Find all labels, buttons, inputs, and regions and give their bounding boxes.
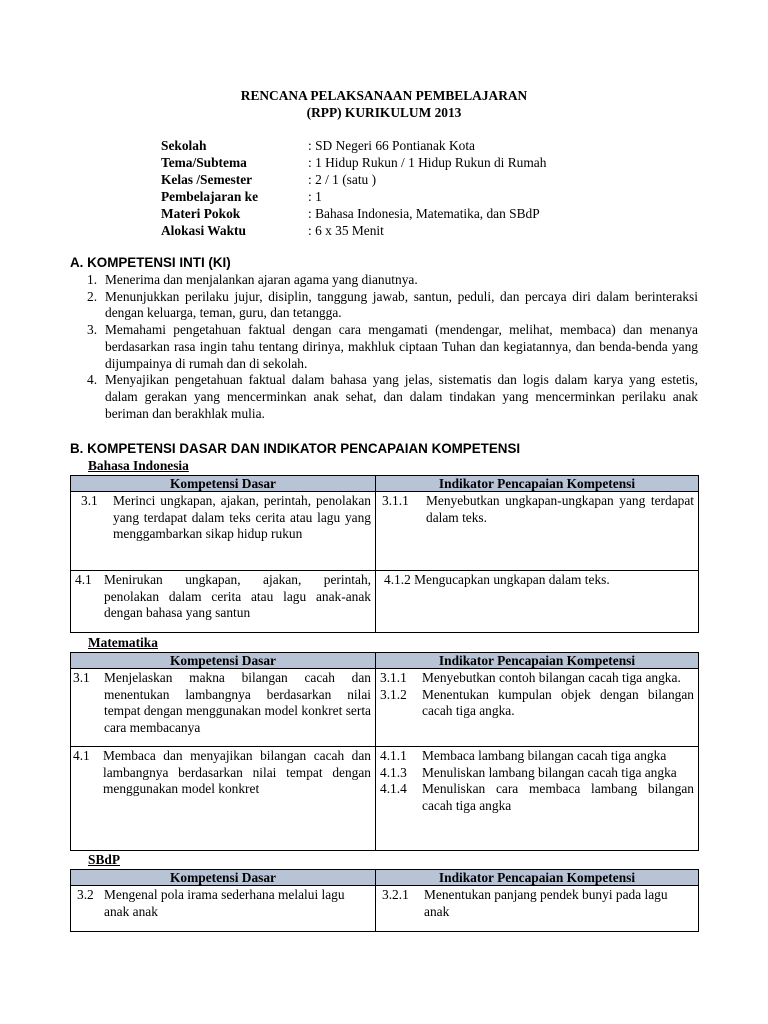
subject-sbdp: SBdP (88, 852, 121, 867)
kd-entry (75, 887, 371, 920)
ki-list (70, 272, 698, 422)
document-title: RENCANA PELAKSANAAN PEMBELAJARAN (240, 88, 528, 103)
list-text: Menerima dan menjalankan ajaran agama yang dianutnya. (105, 272, 418, 287)
ipk-entry (380, 572, 694, 589)
meta-row-sekolah (161, 138, 721, 155)
subject-matematika: Matematika (88, 635, 158, 650)
identity-block (161, 138, 721, 240)
section-a-heading: A. KOMPETENSI INTI (KI) (70, 255, 231, 270)
column-header-ipk: Indikator Pencapaian Kompetensi (376, 476, 699, 492)
table-row (71, 886, 699, 932)
kd-entry (73, 748, 371, 798)
meta-row-pembelajaran (161, 189, 721, 206)
list-item (70, 289, 698, 322)
ipk-entry (380, 748, 694, 765)
ipk-text: Menuliskan cara membaca lambang bilangan cacah tiga angka (422, 781, 694, 814)
kd-text: Membaca dan menyajikan bilangan cacah dan lambangnya berdasarkan nilai tempat dengan menggunakan model konkret (103, 748, 371, 797)
ipk-text: Mengucapkan ungkapan dalam teks. (414, 572, 610, 587)
kd-number: 4.1 (75, 572, 92, 587)
kd-table-sbdp (70, 869, 699, 932)
kd-cell (71, 571, 376, 633)
meta-value: : 1 (308, 189, 322, 204)
kd-cell (71, 492, 376, 571)
ipk-number: 3.1.1 (382, 493, 409, 508)
ipk-number: 4.1.2 (384, 572, 411, 587)
kd-entry (75, 572, 371, 622)
table-header-row (71, 476, 699, 492)
table-row (71, 492, 699, 571)
meta-row-alokasi (161, 223, 721, 240)
list-item (70, 272, 698, 289)
column-header-kd: Kompetensi Dasar (71, 476, 376, 492)
ipk-entry (380, 670, 694, 687)
document-subtitle: (RPP) KURIKULUM 2013 (306, 105, 462, 120)
meta-value: : 2 / 1 (satu ) (308, 172, 377, 187)
ipk-cell (376, 886, 699, 932)
list-text: Menunjukkan perilaku jujur, disiplin, tanggung jawab, santun, peduli, dan percaya diri dalam berinteraksi dengan keluarga, teman, guru, dan tetangga. (105, 288, 698, 321)
ipk-number: 4.1.1 (380, 748, 407, 763)
meta-label: Sekolah (161, 138, 207, 153)
list-text: Menyajikan pengetahuan faktual dalam bahasa yang jelas, sistematis dan logis dalam karya yang estetis, dalam gerakan yang mencerminkan anak sehat, dan dalam tindakan yang mencerminkan perilaku anak beriman dan berakhlak mulia. (105, 372, 698, 421)
meta-label: Materi Pokok (161, 206, 241, 221)
kd-cell (71, 669, 376, 747)
meta-row-materi (161, 206, 721, 223)
kd-entry (75, 493, 371, 543)
kd-number: 3.1 (81, 493, 98, 508)
kd-text: Merinci ungkapan, ajakan, perintah, penolakan yang terdapat dalam teks cerita atau lagu yang menggambarkan sikap hidup rukun (113, 493, 371, 542)
kd-cell (71, 747, 376, 851)
table-header-row (71, 653, 699, 669)
ipk-entry (380, 781, 694, 814)
meta-label: Kelas /Semester (161, 172, 253, 187)
kd-text: Menirukan ungkapan, ajakan, perintah, penolakan dalam cerita atau lagu anak-anak dengan bahasa yang santun (104, 572, 371, 621)
ipk-cell (376, 492, 699, 571)
ipk-cell (376, 669, 699, 747)
meta-row-tema (161, 155, 721, 172)
ipk-entry (380, 493, 694, 526)
ipk-number: 3.1.2 (380, 686, 407, 702)
ipk-entry (380, 887, 694, 920)
ipk-text: Menuliskan lambang bilangan cacah tiga angka (422, 764, 677, 780)
list-number: 3. (87, 322, 98, 338)
ipk-text: Membaca lambang bilangan cacah tiga angka (422, 748, 667, 763)
table-header-row (71, 870, 699, 886)
kd-cell (71, 886, 376, 932)
subject-bahasa-indonesia: Bahasa Indonesia (88, 458, 189, 473)
meta-value: : Bahasa Indonesia, Matematika, dan SBdP (308, 206, 540, 221)
column-header-ipk: Indikator Pencapaian Kompetensi (376, 653, 699, 669)
ipk-text: Menyebutkan contoh bilangan cacah tiga angka. (422, 670, 681, 685)
list-number: 4. (87, 372, 98, 388)
kd-text: Menjelaskan makna bilangan cacah dan menentukan lambangnya berdasarkan nilai tempat dengan menggunakan model konkret serta cara membacanya (104, 670, 371, 736)
list-number: 2. (87, 288, 98, 304)
table-row (71, 669, 699, 747)
meta-value: : 6 x 35 Menit (308, 223, 384, 238)
kd-number: 4.1 (73, 748, 90, 763)
kd-number: 3.2 (77, 887, 94, 902)
section-b-heading: B. KOMPETENSI DASAR DAN INDIKATOR PENCAPAIAN KOMPETENSI (70, 441, 521, 456)
ipk-cell (376, 571, 699, 633)
ipk-text: Menentukan kumpulan objek dengan bilangan cacah tiga angka. (422, 686, 694, 719)
kd-text: Mengenal pola irama sederhana melalui lagu anak anak (104, 887, 345, 919)
ipk-text: Menyebutkan ungkapan-ungkapan yang terdapat dalam teks. (426, 493, 694, 525)
kd-table-matematika (70, 652, 699, 851)
kd-entry (73, 670, 371, 737)
ipk-cell (376, 747, 699, 851)
list-text: Memahami pengetahuan faktual dengan cara mengamati (mendengar, melihat, membaca) dan menanya berdasarkan rasa ingin tahu tentang dirinya, makhluk ciptaan Tuhan dan kegiatannya, dan benda-benda yang dijumpainya di rumah dan di sekolah. (105, 322, 698, 371)
list-number: 1. (87, 272, 98, 287)
ipk-entry (380, 765, 694, 782)
meta-row-kelas (161, 172, 721, 189)
meta-label: Alokasi Waktu (161, 223, 246, 238)
meta-value: : SD Negeri 66 Pontianak Kota (308, 138, 475, 153)
ipk-number: 3.2.1 (382, 887, 409, 902)
column-header-ipk: Indikator Pencapaian Kompetensi (376, 870, 699, 886)
column-header-kd: Kompetensi Dasar (71, 653, 376, 669)
kd-number: 3.1 (73, 670, 90, 685)
table-row (71, 571, 699, 633)
ipk-number: 4.1.3 (380, 764, 407, 780)
meta-label: Pembelajaran ke (161, 189, 259, 204)
meta-value: : 1 Hidup Rukun / 1 Hidup Rukun di Rumah (308, 155, 547, 170)
meta-label: Tema/Subtema (161, 155, 247, 170)
list-item (70, 322, 698, 372)
column-header-kd: Kompetensi Dasar (71, 870, 376, 886)
list-item (70, 372, 698, 422)
kd-table-bahasa (70, 475, 699, 633)
table-row (71, 747, 699, 851)
ipk-entry (380, 687, 694, 720)
ipk-text: Menentukan panjang pendek bunyi pada lagu anak (424, 887, 668, 919)
ipk-number: 4.1.4 (380, 781, 407, 797)
ipk-number: 3.1.1 (380, 670, 407, 685)
